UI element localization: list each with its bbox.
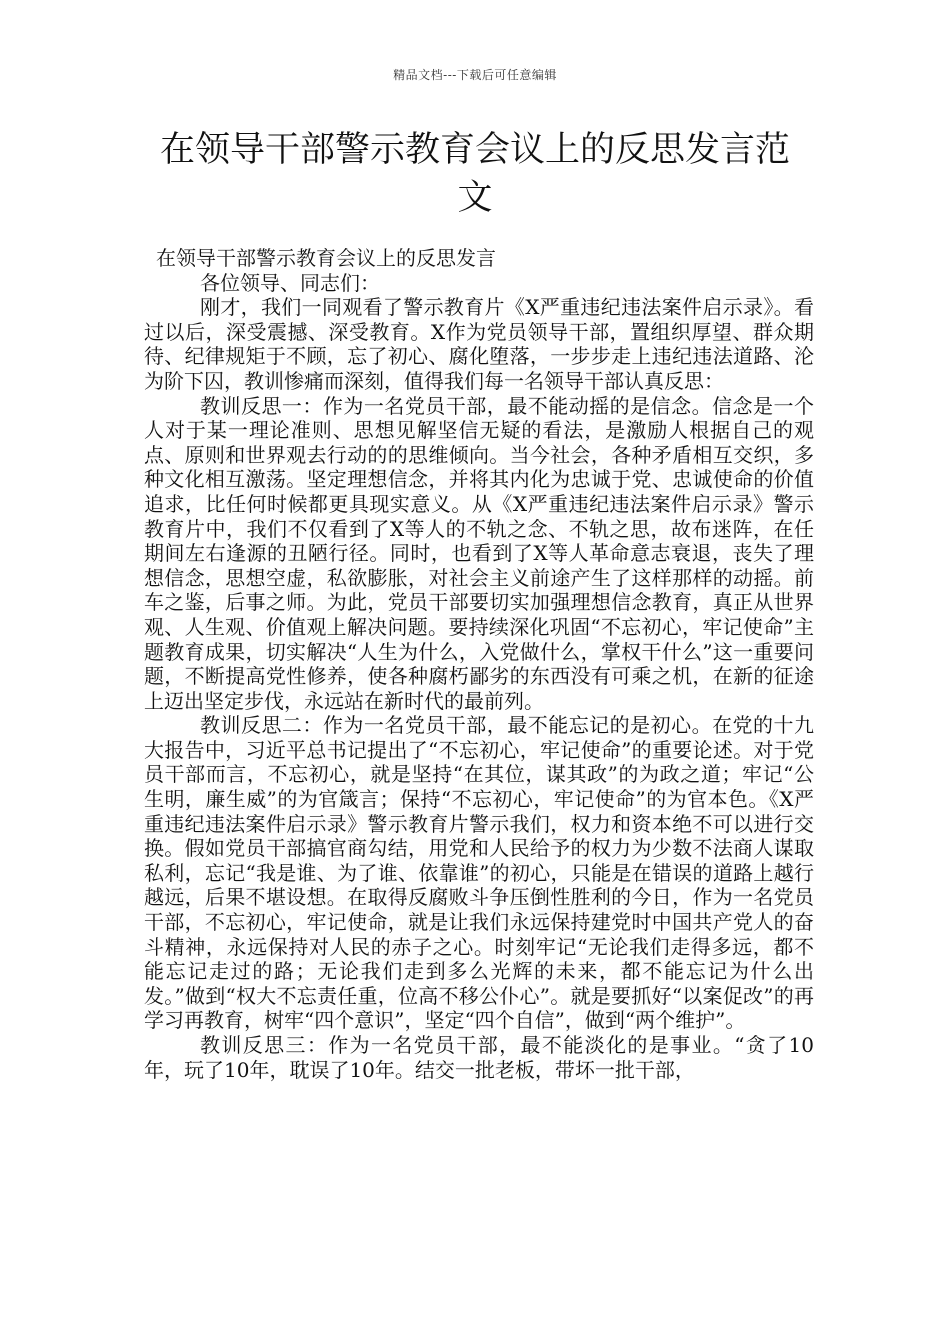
paragraph-reflection-2: 教训反思二：作为一名党员干部，最不能忘记的是初心。在党的十九大报告中，习近平总书记提出了“不忘初心，牢记使命”的重要论述。对于党员干部而言，不忘初心，就是坚持“在其位，谋其政”的为政之道；牢记“公生明，廉生威”的为官箴言；保持“不忘初心，牢记使命”的为官本色。《X严重违纪违法案件启示录》警示教育片警示我们，权力和资本绝不可以进行交换。假如党员干部搞官商勾结，用党和人民给予的权力为少数不法商人谋取私利，忘记“我是谁、为了谁、依靠谁”的初心，只能是在错误的道路上越行越远，后果不堪设想。在取得反腐败斗争压倒性胜利的今日，作为一名党员干部，不忘初心，牢记使命，就是让我们永远保持建党时中国共产党人的奋斗精神，永远保持对人民的赤子之心。时刻牢记“无论我们走得多远，都不能忘记走过的路；无论我们走到多么光辉的未来，都不能忘记为什么出发。”做到“权大不忘责任重，位高不移公仆心”。就是要抓好“以案促改”的再学习再教育，树牢“四个意识”，坚定“四个自信”，做到“两个维护”。 <box>144 713 814 1033</box>
salutation: 各位领导、同志们： <box>200 270 380 295</box>
paragraph-reflection-3: 教训反思三：作为一名党员干部，最不能淡化的是事业。“贪了10年，玩了10年，耽误了10年。结交一批老板，带坏一批干部， <box>144 1033 814 1082</box>
header-note: 精品文档---下载后可任意编辑 <box>393 68 557 82</box>
document-title: 在领导干部警示教育会议上的反思发言范文 <box>159 130 790 218</box>
paragraph-intro: 刚才，我们一同观看了警示教育片《X严重违纪违法案件启示录》。看过以后，深受震撼、深受教育。X作为党员领导干部，置组织厚望、群众期待、纪律规矩于不顾，忘了初心、腐化堕落，一步步走上违纪违法道路、沦为阶下囚，教训惨痛而深刻，值得我们每一名领导干部认真反思： <box>144 295 814 393</box>
document-subtitle: 在领导干部警示教育会议上的反思发言 <box>156 246 496 270</box>
document-body <box>144 246 814 1082</box>
paragraph-reflection-1: 教训反思一：作为一名党员干部，最不能动摇的是信念。信念是一个人对于某一理论准则、思想见解坚信无疑的看法，是激励人根据自己的观点、原则和世界观去行动的的思维倾向。当今社会，各种矛盾相互交织，多种文化相互激荡。坚定理想信念，并将其内化为忠诚于党、忠诚使命的价值追求，比任何时候都更具现实意义。从《X严重违纪违法案件启示录》警示教育片中，我们不仅看到了X等人的不轨之念、不轨之思，故布迷阵，在任期间左右逢源的丑陋行径。同时，也看到了X等人革命意志衰退，丧失了理想信念，思想空虚，私欲膨胀，对社会主义前途产生了这样那样的动摇。前车之鉴，后事之师。为此，党员干部要切实加强理想信念教育，真正从世界观、人生观、价值观上解决问题。要持续深化巩固“不忘初心，牢记使命”主题教育成果，切实解决“人生为什么，入党做什么，掌权干什么”这一重要问题，不断提高党性修养，使各种腐朽鄙劣的东西没有可乘之机，在新的征途上迈出坚定步伐，永远站在新时代的最前列。 <box>144 393 814 713</box>
